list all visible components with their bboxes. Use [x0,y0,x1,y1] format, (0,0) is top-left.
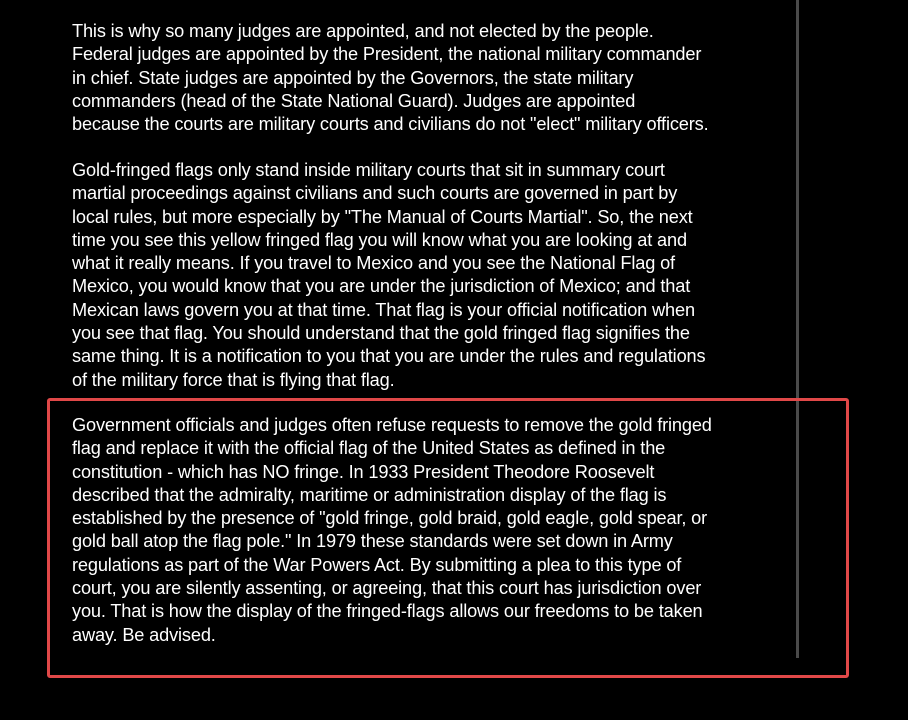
paragraph-gold-fringed-flags: Gold-fringed flags only stand inside military courts that sit in summary court martial proceedings against civilians and such courts are governed in part by local rules, but more especially by "The Manual of Courts Martial". So, the next time you see this yellow fringed flag you will know what you are looking at and what it really means. If you travel to Mexico and you see the National Flag of Mexico, you would know that you are under the jurisdiction of Mexico; and that Mexican laws govern you at that time. That flag is your official notification when you see that flag. You should understand that the gold fringed flag signifies the same thing. It is a notification to you that you are under the rules and regulations of the military force that is flying that flag. [72,160,706,390]
paragraph-highlighted-officials: Government officials and judges often refuse requests to remove the gold fringed flag and replace it with the official flag of the United States as defined in the constitution - which has NO fringe. In 1933 President Theodore Roosevelt described that the admiralty, maritime or administration display of the flag is established by the presence of "gold fringe, gold braid, gold eagle, gold spear, or gold ball atop the flag pole." In 1979 these standards were set down in Army regulations as part of the War Powers Act. By submitting a plea to this type of court, you are silently assenting, or agreeing, that this court has jurisdiction over you. That is how the display of the fringed-flags allows our freedoms to be taken away. Be advised. [72,415,712,645]
highlight-box [47,398,849,678]
paragraph-judges-appointed: This is why so many judges are appointed, and not elected by the people. Federal judges are appointed by the President, the national military commander in chief. State judges are appointed by the Governors, the state military commanders (head of the State National Guard). Judges are appointed because the courts are military courts and civilians do not "elect" military officers. [72,21,709,135]
